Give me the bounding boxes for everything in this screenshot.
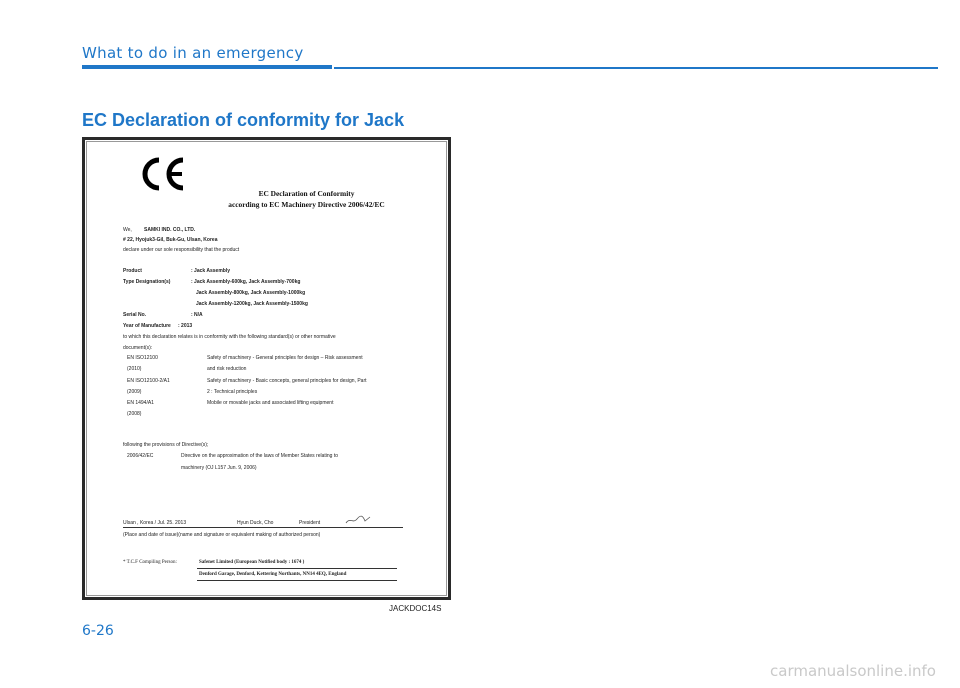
document-title-line1: EC Declaration of Conformity (258, 189, 355, 198)
signature-icon (345, 515, 371, 525)
tcf-line: Safenet Limited (European Notified body : 1674 ) (199, 560, 305, 565)
tcf-line: Denford Garage, Denford, Kettering Northants, NN14 4EQ, England (199, 572, 347, 577)
standard-desc: and risk reduction (207, 366, 247, 372)
standard-code: EN ISO12100-2/A1 (127, 378, 170, 384)
standard-code: EN ISO12100 (127, 355, 158, 361)
standard-year: (2009) (127, 389, 142, 395)
we-label: We, (123, 227, 132, 233)
company-address: # 22, Hyojuk3-Gil, Buk-Gu, Ulsan, Korea (123, 237, 218, 243)
company-name: SAMKI IND. CO., LTD. (144, 227, 196, 233)
declaration-document-image (82, 137, 451, 600)
type-designation-line: : Jack Assembly-600kg, Jack Assembly-700kg (191, 279, 301, 285)
watermark: carmanualsonline.info (770, 662, 936, 680)
directive-code: 2006/42/EC (127, 453, 154, 459)
sign-name: Hyun Duck, Cho (237, 520, 274, 526)
figure-caption: JACKDOC14S (389, 604, 442, 613)
section-rule-thin (334, 67, 938, 69)
standard-year: (2008) (127, 411, 142, 417)
signature-underline (123, 527, 403, 528)
conformity-text: to which this declaration relates is in conformity with the following standard(s) or other normative (123, 334, 336, 340)
sign-title: President (299, 520, 321, 526)
page-number: 6-26 (82, 623, 114, 639)
serial-value: : N/A (191, 312, 203, 318)
conformity-text: document(s): (123, 345, 153, 351)
standard-year: (2010) (127, 366, 142, 372)
standard-desc: 2 : Technical principles (207, 389, 258, 395)
declaration-document-inner (86, 141, 447, 596)
year-label: Year of Manufacture (123, 323, 171, 329)
document-title (167, 188, 446, 210)
page-heading: EC Declaration of conformity for Jack (82, 110, 405, 130)
type-designation-line: Jack Assembly-800kg, Jack Assembly-1000kg (196, 290, 306, 296)
standard-desc: Mobile or movable jacks and associated lifting equipment (207, 400, 334, 406)
type-designation-line: Jack Assembly-1200kg, Jack Assembly-1500kg (196, 301, 308, 307)
document-title-line2: according to EC Machinery Directive 2006/42/EC (228, 200, 385, 209)
standard-desc: Safety of machinery - General principles for design – Risk assessment (207, 355, 363, 361)
sign-place-date: Ulsan , Korea / Jul. 25. 2013 (123, 520, 187, 526)
product-label: Product (123, 268, 142, 274)
tcf-label: * T.C.F Compiling Person: (123, 560, 177, 565)
directive-desc: Directive on the approximation of the laws of Member States relating to (181, 453, 339, 459)
directive-desc: machinery (OJ L157 Jun. 9, 2006) (181, 465, 257, 471)
tcf-underline (197, 568, 397, 569)
product-value: : Jack Assembly (191, 268, 231, 274)
provisions-label: following the provisions of Directive(s); (123, 442, 209, 448)
standard-code: EN 1494/A1 (127, 400, 154, 406)
tcf-underline (197, 580, 397, 581)
year-value: : 2013 (178, 323, 193, 329)
declare-text: declare under our sole responsibility that the product (123, 247, 240, 253)
section-title: What to do in an emergency (82, 44, 304, 62)
standard-desc: Safety of machinery - Basic concepts, general principles for design, Part (207, 378, 367, 384)
serial-label: Serial No. (123, 312, 147, 318)
sign-caption: (Place and date of issue)(name and signature or equivalent making of authorized person) (123, 532, 321, 538)
section-rule-thick (82, 65, 332, 69)
type-designation-label: Type Designation(s) (123, 279, 171, 285)
